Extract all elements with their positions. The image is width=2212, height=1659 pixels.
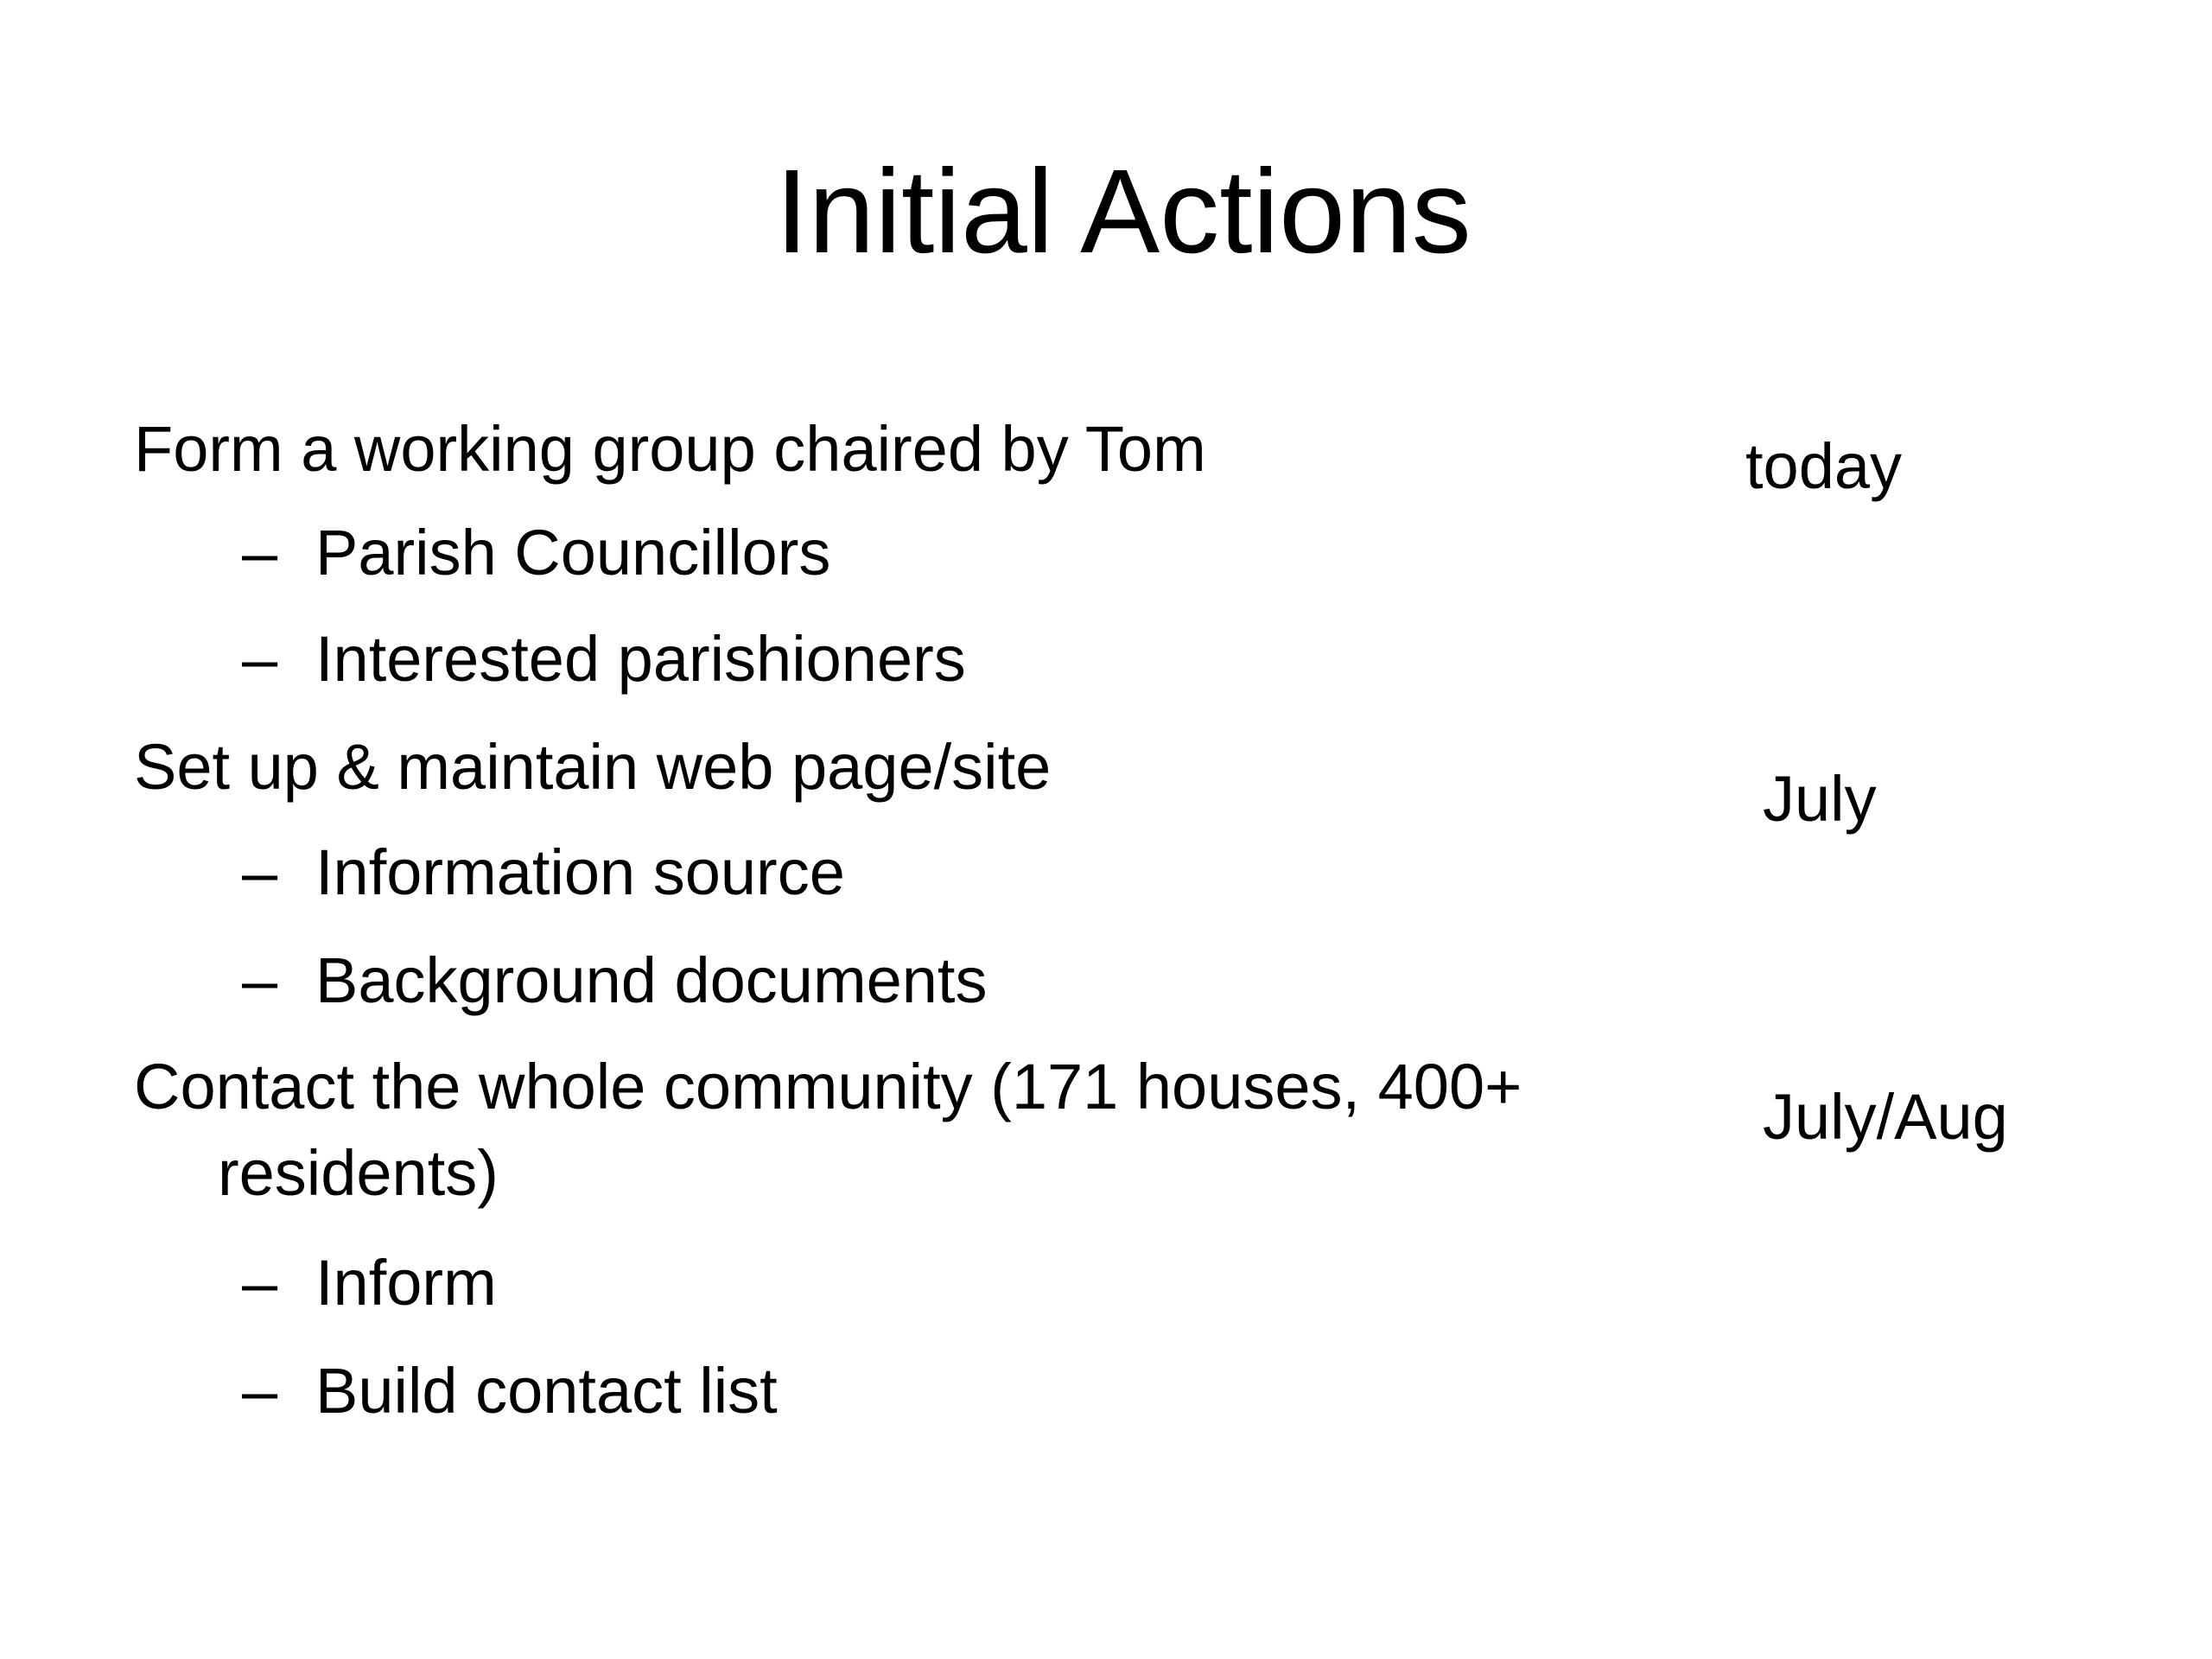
sub-item-1-2: Interested parishioners	[315, 623, 966, 695]
dash-icon: –	[242, 944, 278, 1016]
bullet-item-2: Set up & maintain web page/site	[134, 731, 1052, 803]
dash-icon: –	[242, 623, 278, 695]
slide-title: Initial Actions	[775, 145, 1471, 278]
sub-item-2-1: Information source	[315, 836, 845, 908]
bullet-item-3-line2: residents)	[218, 1137, 499, 1209]
sub-item-3-1: Inform	[315, 1247, 497, 1319]
dash-icon: –	[242, 836, 278, 908]
sub-item-2-2: Background documents	[315, 944, 988, 1016]
dash-icon: –	[242, 1247, 278, 1319]
sub-item-3-2: Build contact list	[315, 1355, 778, 1427]
bullet-item-3-line1: Contact the whole community (171 houses, 400+	[134, 1051, 1522, 1122]
date-item-1: today	[1745, 430, 1903, 502]
sub-item-1-1: Parish Councillors	[315, 517, 831, 588]
bullet-item-1: Form a working group chaired by Tom	[134, 413, 1206, 485]
dash-icon: –	[242, 1355, 278, 1427]
date-item-2: July	[1763, 763, 1877, 835]
date-item-3: July/Aug	[1763, 1081, 2008, 1153]
dash-icon: –	[242, 517, 278, 588]
